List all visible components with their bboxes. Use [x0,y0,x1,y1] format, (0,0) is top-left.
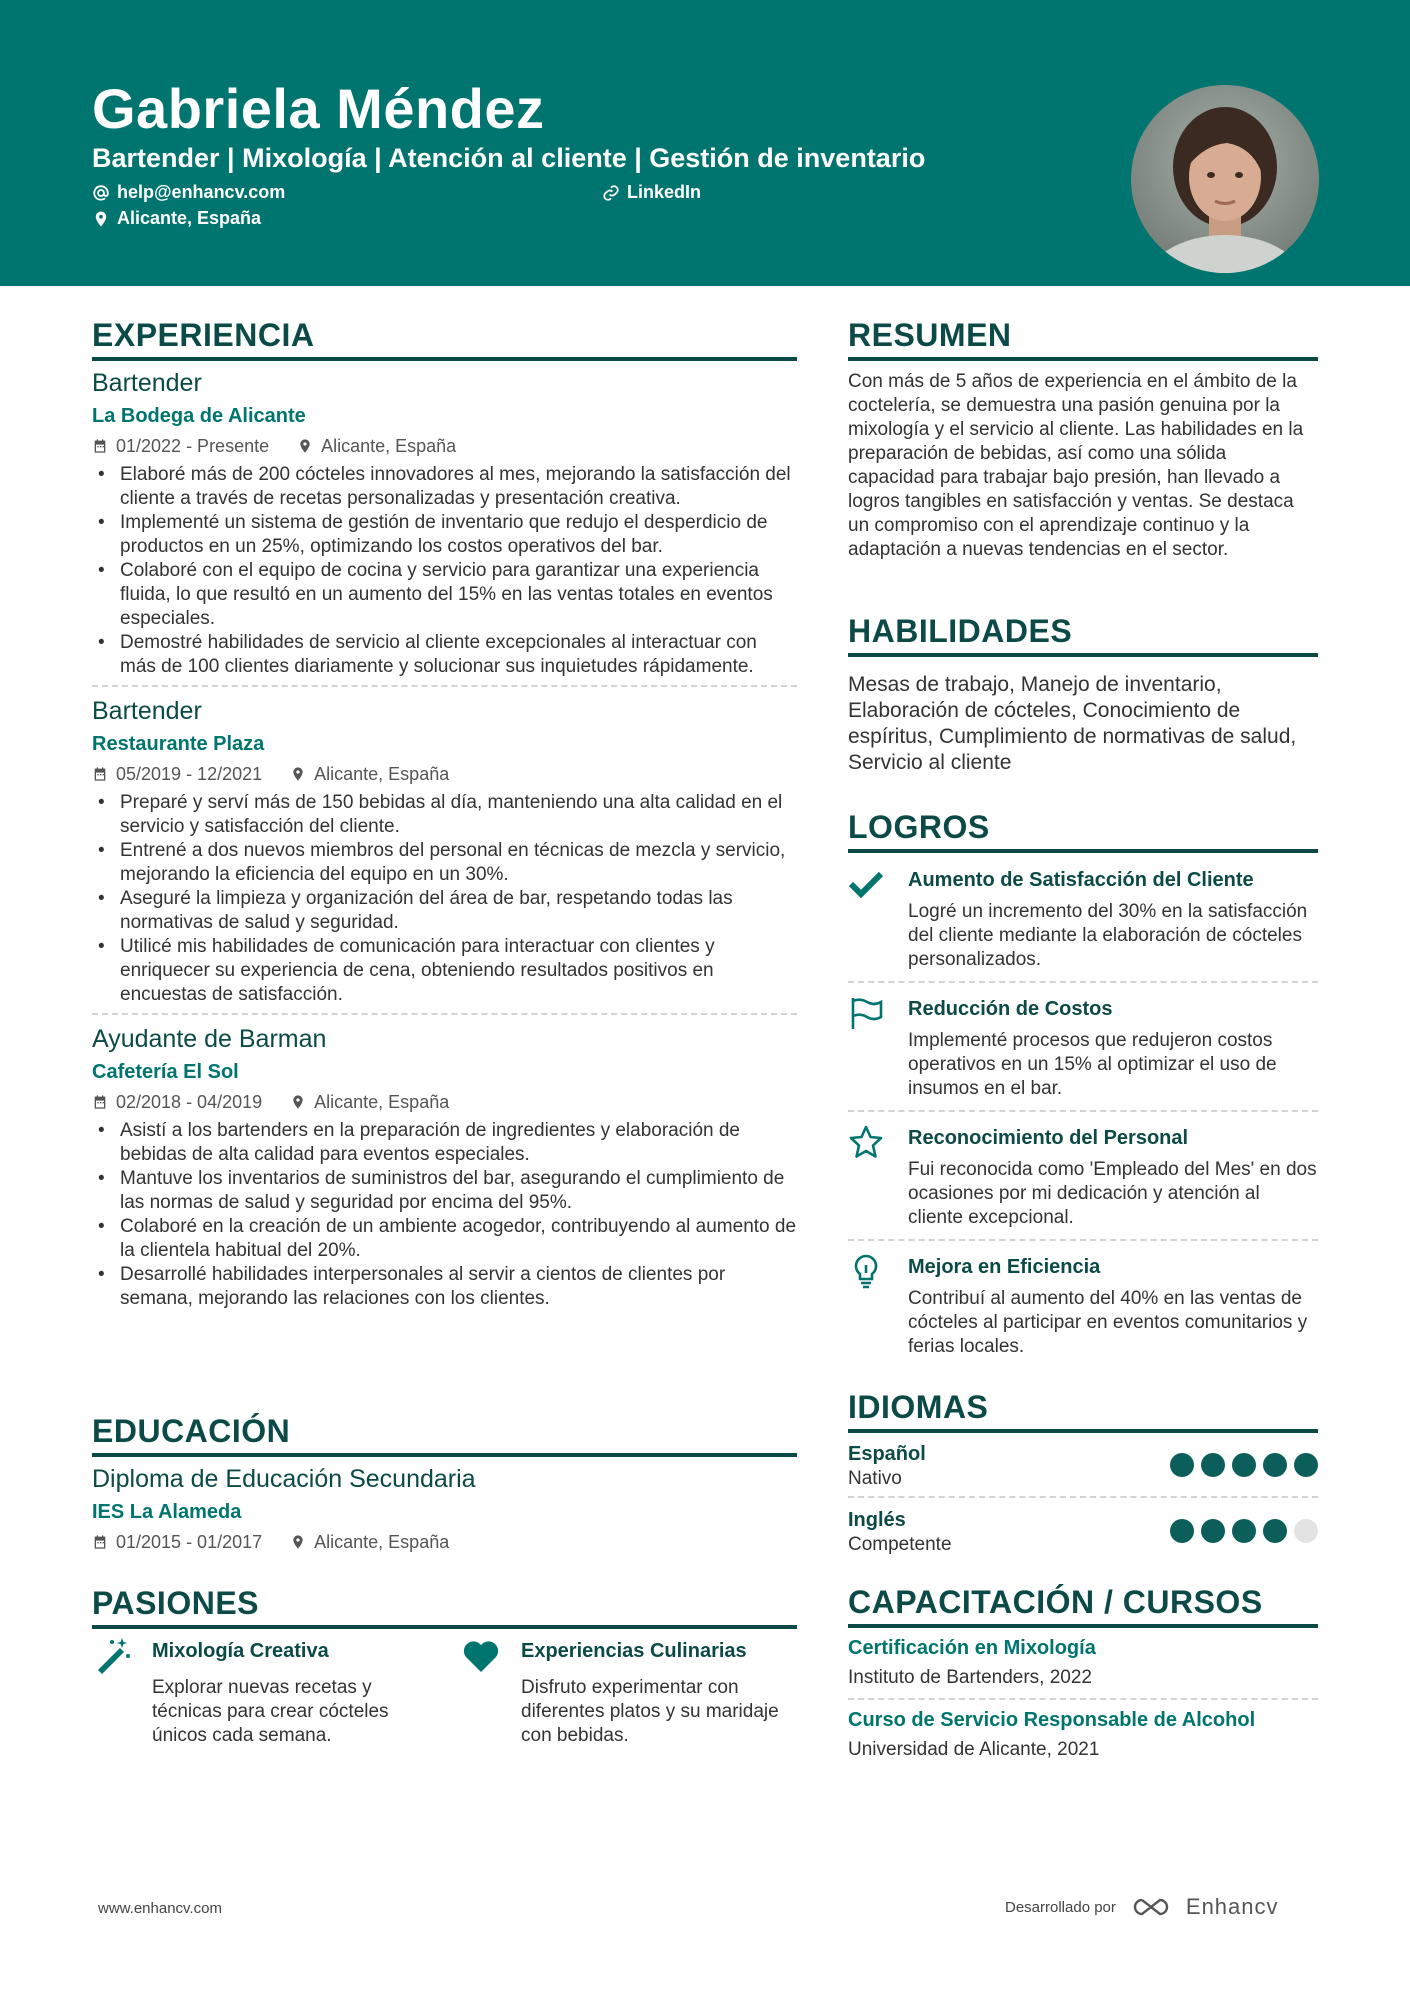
language-name: Español [848,1443,926,1465]
languages-title: IDIOMAS [848,1389,989,1425]
powered-by-text: Desarrollado por [1005,1898,1116,1916]
location-pin-icon [290,1094,306,1110]
rating-dot [1201,1519,1225,1543]
job-meta [92,1089,797,1115]
achievement-desc: Fui reconocida como 'Empleado del Mes' en dos ocasiones por mi dedicación y atención al cliente excepcional. [908,1159,1317,1228]
job-dates: 02/2018 - 04/2019 [116,1092,263,1112]
job-meta [92,433,797,459]
languages-divider [848,1429,1318,1433]
education-entry [92,1463,797,1555]
achievement-title: Aumento de Satisfacción del Cliente [908,869,1254,891]
footer-website[interactable]: www.enhancv.com [98,1900,222,1917]
passion-desc: Disfruto experimentar con diferentes platos y su maridaje con bebidas. [521,1677,779,1746]
bullet-item: • Asistí a los bartenders en la preparación de ingredientes y elaboración de bebidas de alta calidad para eventos especiales. [92,1119,797,1167]
passion-desc: Explorar nuevas recetas y técnicas para crear cócteles únicos cada semana. [152,1677,389,1746]
bullet-item: • Implementé un sistema de gestión de inventario que redujo el desperdicio de productos en un 25%, optimizando los costos operativos del bar. [92,511,797,559]
job-role: Ayudante de Barman [92,1025,327,1053]
bullet-item: • Colaboré en la creación de un ambiente acogedor, contribuyendo al aumento de la clientela habitual del 20%. [92,1215,797,1263]
course-title: Certificación en Mixología [848,1637,1096,1659]
rating-dot [1232,1519,1256,1543]
job-role: Bartender [92,369,202,397]
job-location: Alicante, España [314,764,450,784]
magic-wand-icon [92,1636,132,1676]
calendar-icon [92,1094,108,1110]
rating-dot [1263,1453,1287,1477]
job-entry [92,367,797,679]
achievement-desc: Contribuí al aumento del 40% en las ventas de cócteles al participar en eventos comunitarios y ferias locales. [908,1288,1308,1357]
language-separator [848,1496,1318,1498]
course-title: Curso de Servicio Responsable de Alcohol [848,1709,1256,1731]
achievements-divider [848,849,1318,853]
check-icon [848,866,884,902]
enhancv-logo-icon [1128,1896,1174,1918]
star-icon [848,1124,884,1160]
flag-icon [848,995,884,1031]
bullet-item: • Elaboré más de 200 cócteles innovadores al mes, mejorando la satisfacción del cliente a través de recetas personalizadas y presentación creativa. [92,463,797,511]
job-company: Cafetería El Sol [92,1061,239,1083]
footer-branding [1005,1894,1279,1920]
calendar-icon [92,766,108,782]
language-level: Competente [848,1534,952,1555]
passion-title: Mixología Creativa [152,1640,329,1662]
job-dates: 05/2019 - 12/2021 [116,764,263,784]
location-pin-icon [297,438,313,454]
education-title: EDUCACIÓN [92,1413,291,1449]
link-icon [602,184,620,202]
education-meta [92,1529,797,1555]
bullet-item: • Demostré habilidades de servicio al cliente excepcionales al interactuar con más de 100 clientes diariamente y solucionar sus inquietudes rápidamente. [92,631,797,679]
courses-title: CAPACITACIÓN / CURSOS [848,1584,1263,1620]
at-icon [92,184,110,202]
bullet-item: • Aseguré la limpieza y organización del área de bar, respetando todas las normativas de salud y seguridad. [92,887,797,935]
job-separator [92,1013,797,1015]
skills-text: Mesas de trabajo, Manejo de inventario, Elaboración de cócteles, Conocimiento de espíritus, Cumplimiento de normativas de salud, Servicio al cliente [848,673,1297,774]
job-company: La Bodega de Alicante [92,405,306,427]
achievements-title: LOGROS [848,809,990,845]
lightbulb-icon [848,1253,884,1289]
course-item [848,1706,1318,1763]
bullet-item: • Colaboré con el equipo de cocina y servicio para garantizar una experiencia fluida, lo que resultó en un aumento del 15% en las ventas totales en eventos especiales. [92,559,797,631]
job-location: Alicante, España [314,1092,450,1112]
language-name: Inglés [848,1509,906,1531]
skills-title: HABILIDADES [848,613,1073,649]
rating-dot [1294,1453,1318,1477]
language-rating [1170,1519,1318,1543]
passion-title: Experiencias Culinarias [521,1640,747,1662]
location-text: Alicante, España [117,208,262,228]
heart-icon [461,1636,501,1676]
job-dates: 01/2022 - Presente [116,436,270,456]
language-item [848,1507,1318,1557]
experience-list [92,367,797,1311]
language-level: Nativo [848,1468,902,1489]
summary-title: RESUMEN [848,317,1012,353]
education-location: Alicante, España [314,1532,450,1552]
email-contact[interactable] [92,182,285,203]
course-separator [848,1698,1318,1700]
rating-dot [1232,1453,1256,1477]
job-separator [92,685,797,687]
profile-photo [1131,85,1319,273]
bullet-item: • Desarrollé habilidades interpersonales al servir a cientos de clientes por semana, mejorando las relaciones con los clientes. [92,1263,797,1311]
job-bullets [92,1119,797,1311]
achievement-separator [848,981,1318,983]
bullet-item: • Entrené a dos nuevos miembros del personal en técnicas de mezcla y servicio, mejorando la eficiencia del equipo en un 30%. [92,839,797,887]
achievement-desc: Implementé procesos que redujeron costos operativos en un 15% al optimizar el uso de insumos en el bar. [908,1030,1277,1099]
course-institution: Instituto de Bartenders, 2022 [848,1667,1092,1688]
rating-dot [1170,1519,1194,1543]
calendar-icon [92,1534,108,1550]
course-item [848,1634,1318,1691]
achievement-title: Reconocimiento del Personal [908,1127,1189,1149]
location-pin-icon [290,1534,306,1550]
rating-dot [1294,1519,1318,1543]
experience-title: EXPERIENCIA [92,317,315,353]
linkedin-text: LinkedIn [627,182,702,202]
job-role: Bartender [92,697,202,725]
job-bullets [92,791,797,1007]
headline: Bartender | Mixología | Atención al cliente | Gestión de inventario [92,143,926,173]
education-dates: 01/2015 - 01/2017 [116,1532,263,1552]
bullet-item: • Mantuve los inventarios de suministros del bar, asegurando el cumplimiento de las normas de salud y seguridad por encima del 95%. [92,1167,797,1215]
job-entry [92,695,797,1007]
email-text: help@enhancv.com [117,182,286,202]
education-divider [92,1453,797,1457]
job-company: Restaurante Plaza [92,733,265,755]
achievement-separator [848,1239,1318,1241]
achievement-title: Mejora en Eficiencia [908,1256,1101,1278]
brand-name: Enhancv [1185,1894,1279,1919]
language-item [848,1441,1318,1491]
school-name: IES La Alameda [92,1501,242,1523]
rating-dot [1170,1453,1194,1477]
rating-dot [1263,1519,1287,1543]
location-contact [92,208,261,229]
language-rating [1170,1453,1318,1477]
summary-divider [848,357,1318,361]
job-bullets [92,463,797,679]
skills-divider [848,653,1318,657]
bullet-item: • Utilicé mis habilidades de comunicación para interactuar con clientes y enriquecer su experiencia de cena, obteniendo resultados positivos en encuestas de satisfacción. [92,935,797,1007]
job-entry [92,1023,797,1311]
degree-name: Diploma de Educación Secundaria [92,1465,476,1493]
location-pin-icon [290,766,306,782]
passions-title: PASIONES [92,1585,259,1621]
candidate-name: Gabriela Méndez [92,77,545,140]
achievement-desc: Logré un incremento del 30% en la satisfacción del cliente mediante la elaboración de cócteles personalizados. [908,901,1308,970]
summary-text: Con más de 5 años de experiencia en el ámbito de la coctelería, se demuestra una pasión genuina por la mixología y el servicio al cliente. Las habilidades en la preparación de bebidas, así como una sólida capacidad para trabajar bajo presión, han llevado a logros tangibles en satisfacción y ventas. Se destaca un compromiso con el aprendizaje continuo y la adaptación a nuevas tendencias en el sector. [848,371,1304,560]
header-banner [0,0,1410,286]
bullet-item: • Preparé y serví más de 150 bebidas al día, manteniendo una alta calidad en el servicio y satisfacción del cliente. [92,791,797,839]
linkedin-link[interactable] [602,182,701,203]
calendar-icon [92,438,108,454]
courses-divider [848,1624,1318,1628]
course-institution: Universidad de Alicante, 2021 [848,1739,1100,1760]
achievement-title: Reducción de Costos [908,998,1113,1020]
rating-dot [1201,1453,1225,1477]
experience-divider [92,357,797,361]
passions-divider [92,1625,797,1629]
location-pin-icon [92,210,110,228]
job-meta [92,761,797,787]
achievement-separator [848,1110,1318,1112]
job-location: Alicante, España [321,436,457,456]
